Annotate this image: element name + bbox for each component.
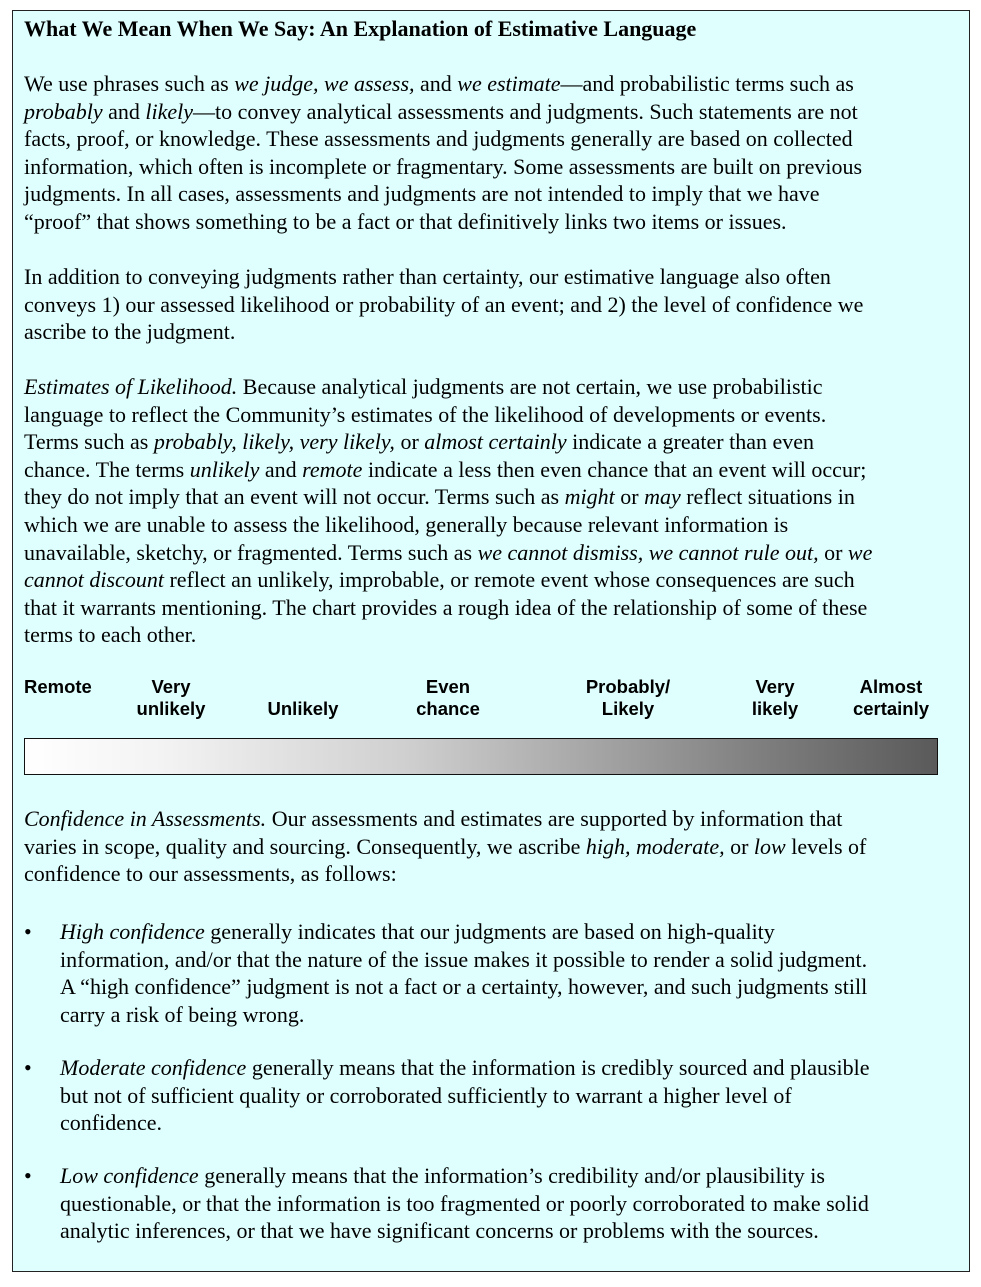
scale-label-line: Probably/: [585, 676, 671, 697]
text-line: ascribe to the judgment.: [24, 319, 236, 345]
text-line: A “high confidence” judgment is not a fact or a certainty, however, and such judgments still: [60, 974, 868, 1000]
estimative-language-panel: [12, 10, 970, 1272]
scale-label-unlikely: [243, 698, 363, 720]
text-line: Terms such as probably, likely, very likely, or almost certainly indicate a greater than even: [24, 429, 815, 455]
bullet-marker: •: [24, 1055, 32, 1080]
text-line: but not of sufficient quality or corroborated sufficiently to warrant a higher level of: [60, 1082, 792, 1108]
text-line: judgments. In all cases, assessments and judgments are not intended to imply that we have: [24, 181, 820, 207]
text-line: facts, proof, or knowledge. These assessments and judgments generally are based on collected: [24, 126, 853, 152]
text-line: conveys 1) our assessed likelihood or probability of an event; and 2) the level of confidence we: [24, 291, 864, 317]
scale-label-line: certainly: [852, 698, 930, 719]
confidence-paragraph: [24, 805, 969, 888]
scale-label-line: unlikely: [136, 698, 206, 719]
text-line: analytic inferences, or that we have significant concerns or problems with the sources.: [60, 1218, 819, 1244]
scale-label-line: Remote: [24, 676, 92, 697]
text-line: We use phrases such as we judge, we assess, and we estimate—and probabilistic terms such as: [24, 71, 854, 96]
bullet-marker: •: [24, 919, 32, 944]
judgments-paragraph: [24, 263, 969, 346]
bullet-text: [60, 1054, 965, 1137]
scale-label-remote: [24, 676, 92, 698]
bullet-text: [60, 1162, 965, 1245]
scale-label-even-chance: [398, 676, 498, 720]
text-line: confidence to our assessments, as follows:: [24, 861, 397, 887]
scale-label-line: Very: [151, 676, 191, 697]
bullet-text: [60, 918, 965, 1028]
scale-label-almost-certainly: [841, 676, 941, 720]
bullet-marker: •: [24, 1163, 32, 1188]
text-line: confidence.: [60, 1110, 162, 1136]
scale-label-line: Even: [425, 676, 471, 697]
text-line: Estimates of Likelihood. Because analytical judgments are not certain, we use probabilistic: [24, 374, 823, 399]
text-line: language to reflect the Community’s estimates of the likelihood of developments or events.: [24, 401, 827, 427]
scale-label-line: Likely: [601, 698, 655, 719]
page-title: What We Mean When We Say: An Explanation of Estimative Language: [24, 16, 697, 41]
text-line: cannot discount reflect an unlikely, improbable, or remote event whose consequences are such: [24, 567, 855, 593]
scale-label-line: Almost: [859, 676, 923, 697]
text-line: they do not imply that an event will not occur. Terms such as might or may reflect situations in: [24, 484, 855, 510]
scale-label-probably-likely: [568, 676, 688, 720]
text-line: which we are unable to assess the likelihood, generally because relevant information is: [24, 511, 789, 537]
text-line: Confidence in Assessments. Our assessments and estimates are supported by information that: [24, 806, 843, 831]
text-line: High confidence generally indicates that our judgments are based on high-quality: [60, 919, 775, 944]
text-line: that it warrants mentioning. The chart provides a rough idea of the relationship of some of these: [24, 594, 868, 620]
text-line: information, which often is incomplete or fragmentary. Some assessments are built on previous: [24, 153, 863, 179]
text-line: In addition to conveying judgments rather than certainty, our estimative language also often: [24, 264, 831, 289]
scale-label-line: likely: [751, 698, 799, 719]
text-line: varies in scope, quality and sourcing. Consequently, we ascribe high, moderate, or low levels of: [24, 833, 867, 859]
text-line: terms to each other.: [24, 622, 197, 648]
scale-label-line: chance: [416, 698, 480, 719]
text-line: carry a risk of being wrong.: [60, 1001, 305, 1027]
text-line: unavailable, sketchy, or fragmented. Terms such as we cannot dismiss, we cannot rule out, or we: [24, 539, 873, 565]
scale-label-line: Unlikely: [267, 698, 339, 719]
scale-label-line: Very: [755, 676, 795, 697]
likelihood-paragraph: [24, 373, 969, 649]
text-line: information, and/or that the nature of the issue makes it possible to render a solid judgment.: [60, 946, 868, 972]
text-line: Low confidence generally means that the information’s credibility and/or plausibility is: [60, 1163, 825, 1188]
text-line: probably and likely—to convey analytical assessments and judgments. Such statements are not: [24, 98, 858, 124]
scale-label-very-unlikely: [121, 676, 221, 720]
text-line: Moderate confidence generally means that the information is credibly sourced and plausible: [60, 1055, 870, 1080]
scale-label-very-likely: [740, 676, 810, 720]
text-line: chance. The terms unlikely and remote indicate a less then even chance that an event will occur;: [24, 456, 867, 482]
intro-paragraph: [24, 70, 969, 236]
text-line: questionable, or that the information is too fragmented or poorly corroborated to make solid: [60, 1190, 869, 1216]
text-line: “proof” that shows something to be a fact or that definitively links two items or issues.: [24, 208, 787, 234]
likelihood-gradient-bar: [24, 738, 938, 775]
